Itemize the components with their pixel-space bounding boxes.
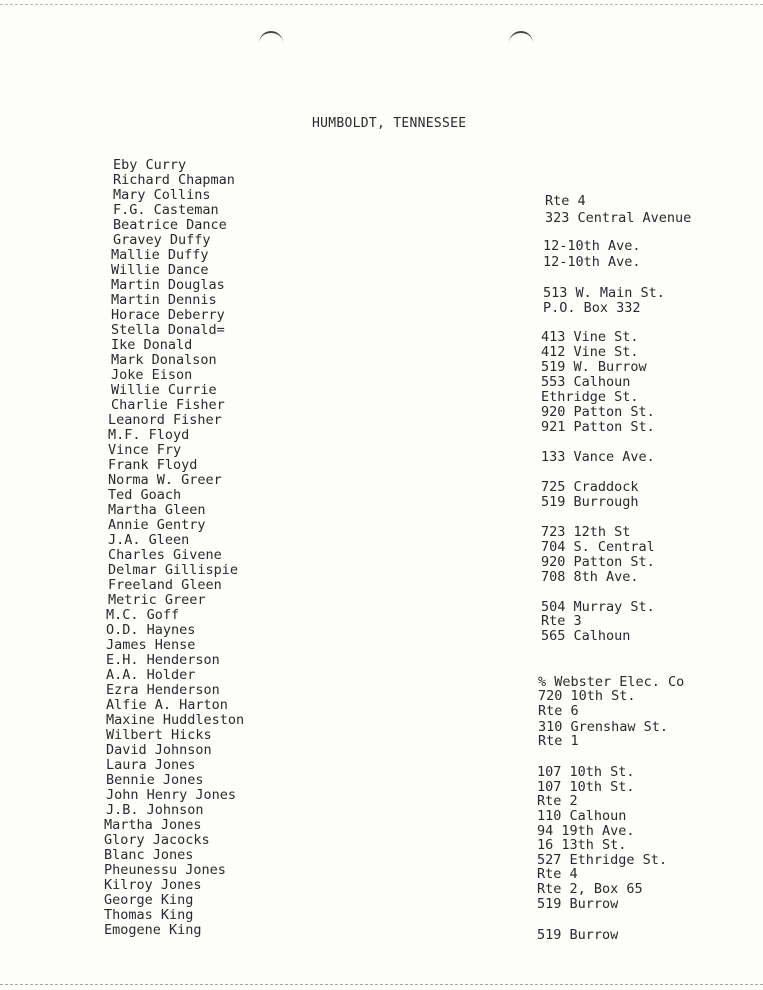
name-entry: Joke Eison [111,367,193,383]
name-entry: Bennie Jones [106,772,204,788]
address-entry: 527 Ethridge St. [537,852,668,868]
address-entry: 412 Vine St. [541,344,639,360]
address-entry: 708 8th Ave. [541,569,639,585]
address-entry: 12-10th Ave. [543,254,641,270]
address-entry: 519 Burrow [537,927,619,943]
name-entry: Leanord Fisher [108,412,222,428]
address-entry: Rte 4 [537,866,578,882]
address-entry: 704 S. Central [541,539,655,555]
name-entry: Stella Donald= [111,322,225,338]
name-entry: M.C. Goff [106,607,180,623]
name-entry: Willie Dance [111,262,209,278]
name-entry: Beatrice Dance [113,217,227,233]
address-entry: 110 Calhoun [537,808,627,824]
name-entry: M.F. Floyd [108,427,190,443]
name-entry: Wilbert Hicks [106,727,212,743]
name-entry: Kilroy Jones [104,877,202,893]
name-entry: Mary Collins [113,187,211,203]
name-entry: Charles Givene [108,547,222,563]
name-entry: Vince Fry [108,442,182,458]
name-entry: Mark Donalson [111,352,217,368]
address-entry: 513 W. Main St. [543,285,665,301]
name-entry: Martin Dennis [111,292,217,308]
name-entry: Horace Deberry [111,307,225,323]
name-entry: Metric Greer [108,592,206,608]
name-entry: Gravey Duffy [113,232,211,248]
name-entry: Charlie Fisher [111,397,225,413]
name-entry: Freeland Gleen [108,577,222,593]
address-entry: Rte 2 [537,793,578,809]
name-entry: Martin Douglas [111,277,225,293]
address-entry: 107 10th St. [537,764,635,780]
address-entry: 920 Patton St. [541,554,655,570]
name-entry: John Henry Jones [106,787,237,803]
name-entry: Willie Currie [111,382,217,398]
address-entry: Rte 2, Box 65 [537,881,643,897]
address-entry: 519 W. Burrow [541,359,647,375]
address-entry: Ethridge St. [541,389,639,405]
name-entry: Alfie A. Harton [106,697,228,713]
name-entry: Norma W. Greer [108,472,222,488]
page-title: HUMBOLDT, TENNESSEE [312,116,467,131]
address-entry: 310 Grenshaw St. [538,719,669,735]
name-entry: Mallie Duffy [111,247,209,263]
address-entry: 720 10th St. [538,688,636,704]
name-entry: Pheunessu Jones [104,862,226,878]
name-entry: Emogene King [104,922,202,938]
address-entry: 504 Murray St. [541,599,655,615]
address-entry: 413 Vine St. [541,329,639,345]
name-entry: Martha Jones [104,817,202,833]
address-entry: 725 Craddock [541,479,639,495]
name-entry: Ted Goach [108,487,182,503]
name-entry: Martha Gleen [108,502,206,518]
page-bottom-edge [0,984,763,985]
hole-punch-mark-left [259,31,283,47]
address-entry: 723 12th St [541,524,631,540]
name-entry: F.G. Casteman [113,202,219,218]
name-entry: Laura Jones [106,757,196,773]
address-entry: 16 13th St. [537,837,627,853]
name-entry: Richard Chapman [113,172,235,188]
address-entry: 133 Vance Ave. [541,449,655,465]
name-entry: Glory Jacocks [104,832,210,848]
name-entry: O.D. Haynes [106,622,196,638]
name-entry: George King [104,892,194,908]
address-entry: 12-10th Ave. [543,238,641,254]
address-entry: 921 Patton St. [541,419,655,435]
name-entry: Eby Curry [113,157,187,173]
name-entry: J.B. Johnson [106,802,204,818]
address-entry: 94 19th Ave. [537,823,635,839]
address-entry: 553 Calhoun [541,374,631,390]
hole-punch-mark-right [509,31,533,47]
name-entry: Ike Donald [111,337,193,353]
address-entry: 519 Burrow [537,896,619,912]
name-entry: Frank Floyd [108,457,198,473]
name-entry: Ezra Henderson [106,682,220,698]
address-entry: Rte 3 [541,613,582,629]
name-entry: J.A. Gleen [108,532,190,548]
name-entry: A.A. Holder [106,667,196,683]
name-entry: E.H. Henderson [106,652,220,668]
name-entry: Blanc Jones [104,847,194,863]
page-top-edge [0,4,763,5]
name-entry: Annie Gentry [108,517,206,533]
address-entry: 323 Central Avenue [545,210,692,226]
name-entry: James Hense [106,637,196,653]
name-entry: Delmar Gillispie [108,562,239,578]
address-entry: Rte 4 [545,193,586,209]
address-entry: 107 10th St. [537,779,635,795]
address-entry: 920 Patton St. [541,404,655,420]
address-entry: P.O. Box 332 [543,300,641,316]
address-entry: % Webster Elec. Co [538,674,685,690]
name-entry: Maxine Huddleston [106,712,245,728]
name-entry: Thomas King [104,907,194,923]
name-entry: David Johnson [106,742,212,758]
address-entry: 565 Calhoun [541,628,631,644]
address-entry: Rte 6 [538,703,579,719]
address-entry: 519 Burrough [541,494,639,510]
address-entry: Rte 1 [538,733,579,749]
